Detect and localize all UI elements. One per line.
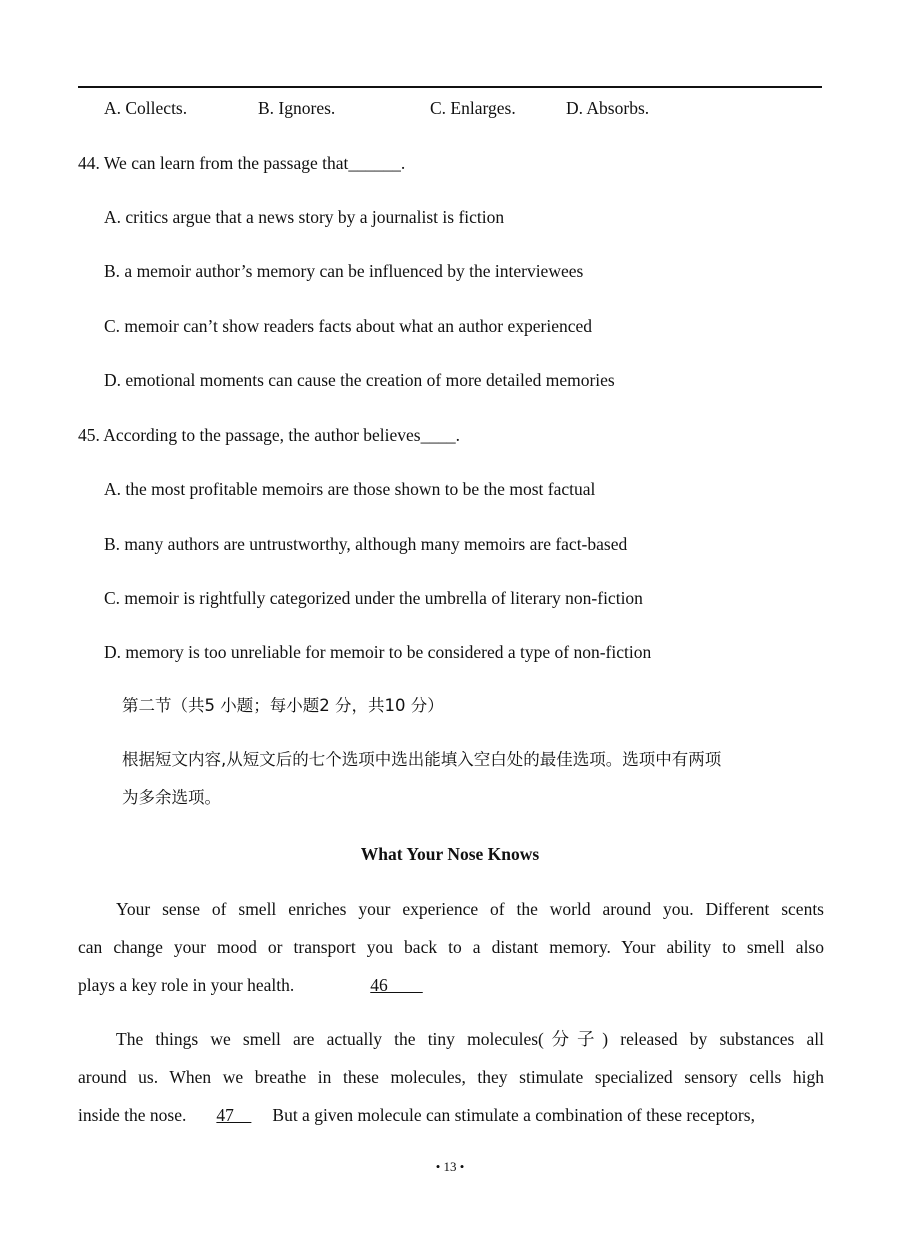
q45-option-a: A. the most profitable memoirs are those shown to be the most factual	[104, 479, 596, 499]
q44-option-b: B. a memoir author’s memory can be influenced by the interviewees	[104, 261, 584, 281]
blank-47: 47	[216, 1105, 252, 1125]
passage-line: Your sense of smell enriches your experience of the world around you. Different scents	[116, 899, 824, 919]
option-b: B. Ignores.	[258, 98, 336, 118]
passage-line	[78, 974, 458, 996]
q44-option-c: C. memoir can’t show readers facts about what an author experienced	[104, 316, 593, 336]
question-44: 44. We can learn from the passage that______.	[78, 153, 406, 173]
passage-text: inside the nose.	[78, 1105, 187, 1125]
page-number: • 13 •	[435, 1159, 465, 1174]
top-rule	[78, 86, 822, 88]
q44-option-d: D. emotional moments can cause the creation of more detailed memories	[104, 370, 615, 390]
question-45: 45. According to the passage, the author believes____.	[78, 425, 460, 445]
q45-option-b: B. many authors are untrustworthy, although many memoirs are fact-based	[104, 534, 628, 554]
section-instructions-cont: 为多余选项。	[122, 788, 221, 807]
section-heading: 第二节（共5 小题；每小题2 分，共10 分）	[122, 696, 444, 715]
q45-option-d: D. memory is too unreliable for memoir to be considered a type of non-fiction	[104, 642, 652, 662]
option-c: C. Enlarges.	[430, 98, 516, 118]
q44-option-a: A. critics argue that a news story by a journalist is fiction	[104, 207, 505, 227]
passage-line: around us. When we breathe in these molecules, they stimulate specialized sensory cells high	[78, 1067, 824, 1087]
passage-line: The things we smell are actually the tiny molecules(分子) released by substances all	[116, 1029, 824, 1049]
passage-text: But a given molecule can stimulate a combination of these receptors,	[272, 1105, 755, 1125]
passage-line: can change your mood or transport you back to a distant memory. Your ability to smell also	[78, 937, 824, 957]
blank-46: 46	[370, 975, 423, 995]
passage-line	[78, 1104, 755, 1126]
passage-text: plays a key role in your health.	[78, 975, 295, 995]
passage-title: What Your Nose Knows	[360, 844, 540, 864]
option-a: A. Collects.	[104, 98, 188, 118]
section-instructions: 根据短文内容,从短文后的七个选项中选出能填入空白处的最佳选项。选项中有两项	[122, 750, 722, 769]
q45-option-c: C. memoir is rightfully categorized under the umbrella of literary non-fiction	[104, 588, 643, 608]
option-d: D. Absorbs.	[566, 98, 650, 118]
